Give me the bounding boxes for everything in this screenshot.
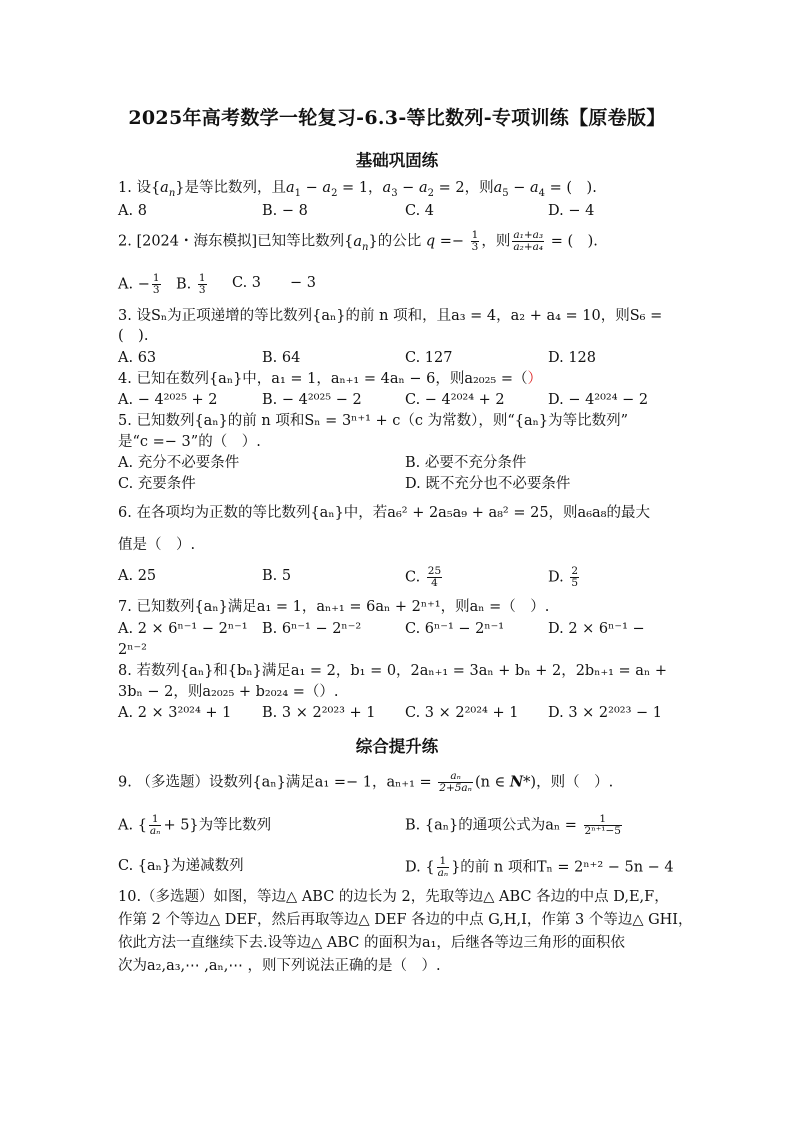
question-1-stem: 1. 设$\{a_n\}$是等比数列，且$a_1 - a_2 = 1$，$a_3 - a_2 = 2$，则$a_5 - a_4$ = ( ). bbox=[118, 180, 597, 199]
question-9-option-c: C. {aₙ}为递减数列 bbox=[118, 858, 244, 874]
question-1-option-a: A. 8 bbox=[118, 203, 147, 219]
question-3-option-b: B. 64 bbox=[262, 350, 301, 366]
fraction: $\frac{1}{3}$ bbox=[471, 229, 479, 253]
question-5-stem-cont: 是“c =− 3”的（ ）. bbox=[118, 434, 261, 450]
question-8-option-d: D. 3 × 2²⁰²³ − 1 bbox=[548, 705, 662, 721]
question-5-option-b: B. 必要不充分条件 bbox=[405, 455, 527, 471]
question-2-option-c: C. 3 bbox=[232, 275, 262, 291]
question-3-option-c: C. 127 bbox=[405, 350, 453, 366]
question-9-stem: 9. （多选题）设数列{aₙ}满足a₁ =− 1，aₙ₊₁ = $\frac{\text{aₙ}}{\text{2+5aₙ}}$ (n ∈ N*)，则（ ）. bbox=[118, 770, 614, 794]
question-3-option-a: A. 63 bbox=[118, 350, 157, 366]
question-6-option-a: A. 25 bbox=[118, 568, 157, 584]
page-title: 2025年高考数学一轮复习-6.3-等比数列-专项训练【原卷版】 bbox=[128, 107, 666, 129]
question-10-stem-cont-3: 次为a₂,a₃,⋯ ,aₙ,⋯ ，则下列说法正确的是（ ）. bbox=[118, 958, 441, 974]
question-5-option-c: C. 充要条件 bbox=[118, 476, 196, 492]
question-4-option-b: B. − 4²⁰²⁵ − 2 bbox=[262, 392, 362, 408]
question-1-option-b: B. − 8 bbox=[262, 203, 308, 219]
question-3-stem: 3. 设Sₙ为正项递增的等比数列{aₙ}的前 n 项和，且a₃ = 4，a₂ + a₄ = 10，则S₆ = bbox=[118, 308, 663, 324]
question-4-stem: 4. 已知在数列{aₙ}中，a₁ = 1，aₙ₊₁ = 4aₙ − 6，则a₂₀₂₅ =（） bbox=[118, 371, 543, 387]
question-8-stem-cont: 3bₙ − 2，则a₂₀₂₅ + b₂₀₂₄ =（）. bbox=[118, 684, 339, 700]
question-4-option-a: A. − 4²⁰²⁵ + 2 bbox=[118, 392, 218, 408]
question-9-option-d: D. { $\frac{1}{\text{aₙ}}$ }的前 n 项和Tₙ = 2ⁿ⁺² − 5n − 4 bbox=[405, 855, 674, 879]
question-10-stem-cont-1: 作第 2 个等边△ DEF，然后再取等边△ DEF 各边的中点 G,H,I，作第 3 个等边△ GHI， bbox=[118, 912, 693, 928]
question-9-option-b: B. {aₙ}的通项公式为aₙ = $\frac{1}{\text{2ⁿ⁺¹−5}}$ bbox=[405, 813, 621, 837]
question-2-option-d: − 3 bbox=[290, 275, 316, 291]
question-2-option-b: B. $\frac{1}{3}$ bbox=[176, 272, 206, 296]
question-5-option-d: D. 既不充分也不必要条件 bbox=[405, 476, 571, 492]
question-7-option-d: D. 2 × 6ⁿ⁻¹ − bbox=[548, 621, 645, 637]
question-8-option-c: C. 3 × 2²⁰²⁴ + 1 bbox=[405, 705, 519, 721]
question-5-stem: 5. 已知数列{aₙ}的前 n 项和Sₙ = 3ⁿ⁺¹ + c（c 为常数），则“{aₙ}为等比数列” bbox=[118, 413, 629, 429]
question-1-option-c: C. 4 bbox=[405, 203, 435, 219]
question-6-option-c: C. $\frac{25}{4}$ bbox=[405, 565, 442, 589]
fraction: $\frac{\text{a₁+a₃}}{\text{a₂+a₄}}$ bbox=[513, 229, 544, 253]
question-7-option-c: C. 6ⁿ⁻¹ − 2ⁿ⁻¹ bbox=[405, 621, 505, 637]
question-9-option-a: A. { $\frac{1}{\text{aₙ}}$ + 5}为等比数列 bbox=[118, 813, 272, 837]
question-7-option-b: B. 6ⁿ⁻¹ − 2ⁿ⁻² bbox=[262, 621, 362, 637]
question-4-option-d: D. − 4²⁰²⁴ − 2 bbox=[548, 392, 649, 408]
question-6-stem: 6. 在各项均为正数的等比数列{aₙ}中，若a₆² + 2a₅a₉ + a₈² = 25，则a₆a₈的最大 bbox=[118, 505, 650, 521]
answer-blank-close: ） bbox=[527, 371, 543, 387]
section-heading-basic: 基础巩固练 bbox=[355, 151, 439, 170]
question-2-option-a: A. − $\frac{1}{3}$ bbox=[118, 272, 160, 296]
question-5-option-a: A. 充分不必要条件 bbox=[118, 455, 240, 471]
question-7-option-d-wrap: 2ⁿ⁻² bbox=[118, 642, 147, 658]
section-heading-advanced: 综合提升练 bbox=[355, 737, 439, 756]
question-8-option-a: A. 2 × 3²⁰²⁴ + 1 bbox=[118, 705, 232, 721]
question-7-option-a: A. 2 × 6ⁿ⁻¹ − 2ⁿ⁻¹ bbox=[118, 621, 248, 637]
question-10-stem-cont-2: 依此方法一直继续下去.设等边△ ABC 的面积为a₁，后继各等边三角形的面积依 bbox=[118, 935, 625, 951]
question-8-stem: 8. 若数列{aₙ}和{bₙ}满足a₁ = 2，b₁ = 0，2aₙ₊₁ = 3aₙ + bₙ + 2，2bₙ₊₁ = aₙ + bbox=[118, 663, 667, 679]
question-10-stem: 10.（多选题）如图，等边△ ABC 的边长为 2，先取等边△ ABC 各边的中点 D,E,F， bbox=[118, 889, 669, 905]
question-3-stem-cont: ( ). bbox=[118, 328, 149, 344]
question-8-option-b: B. 3 × 2²⁰²³ + 1 bbox=[262, 705, 376, 721]
question-1-option-d: D. − 4 bbox=[548, 203, 595, 219]
question-7-stem: 7. 已知数列{aₙ}满足a₁ = 1，aₙ₊₁ = 6aₙ + 2ⁿ⁺¹，则aₙ =（ ）. bbox=[118, 599, 550, 615]
question-6-option-b: B. 5 bbox=[262, 568, 292, 584]
question-3-option-d: D. 128 bbox=[548, 350, 597, 366]
question-6-option-d: D. $\frac{2}{5}$ bbox=[548, 565, 579, 589]
question-2-stem: 2. [2024・海东模拟]已知等比数列$\{a_n\}$的公比 q =− $\frac{1}{3}$ ，则 $\frac{\text{a₁+a₃}}{\text{a₂+a₄}}$ = ( ). bbox=[118, 229, 598, 253]
question-6-stem-cont: 值是（ ）. bbox=[118, 537, 196, 553]
question-4-option-c: C. − 4²⁰²⁴ + 2 bbox=[405, 392, 505, 408]
